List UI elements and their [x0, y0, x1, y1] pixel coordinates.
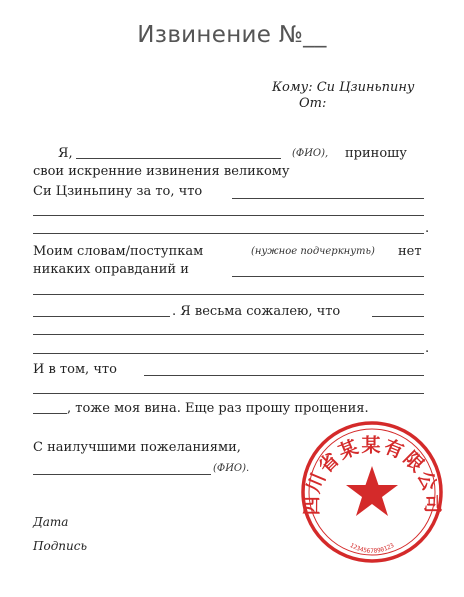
- fault-blank-line: [33, 413, 67, 414]
- sender-line: От:: [299, 96, 327, 111]
- period-mark: .: [425, 221, 430, 236]
- seal-number: 1234567890123: [348, 541, 396, 555]
- fault-blank-line: [144, 375, 424, 376]
- date-label: Дата: [33, 515, 69, 529]
- period-mark: .: [425, 341, 430, 356]
- excuse-blank-line: [232, 276, 424, 277]
- seal-ring-text: 四川省某某有限公司: [300, 434, 444, 516]
- no-excuses-text: никаких оправданий и: [33, 262, 189, 277]
- underline-hint: (нужное подчеркнуть): [251, 246, 375, 257]
- reason-blank-line: [33, 215, 424, 216]
- words-deeds-text: Моим словам/поступкам: [33, 244, 204, 259]
- signature-name-line: [33, 474, 211, 475]
- my-fault-text: , тоже моя вина. Еще раз прошу прощения.: [67, 401, 369, 416]
- regret-blank-line: [33, 353, 424, 354]
- regret-blank-line: [33, 316, 170, 317]
- regret-blank-line: [33, 334, 424, 335]
- seal-star-icon: [346, 466, 398, 516]
- and-that-text: И в том, что: [33, 362, 117, 377]
- bring-word: приношу: [345, 146, 407, 161]
- company-seal-stamp: [300, 420, 444, 564]
- fault-blank-line: [33, 393, 424, 394]
- regret-blank-line: [372, 316, 424, 317]
- regret-text: . Я весьма сожалею, что: [172, 304, 341, 319]
- closing-wishes: С наилучшими пожеланиями,: [33, 440, 241, 455]
- net-word: нет: [398, 244, 422, 259]
- reason-blank-line: [33, 233, 424, 234]
- fio-hint: (ФИО),: [292, 148, 329, 159]
- name-blank-line: [76, 158, 281, 159]
- recipient-line: Кому: Си Цзиньпину: [272, 80, 415, 95]
- reason-blank-line: [232, 198, 424, 199]
- ya-label: Я,: [58, 146, 73, 161]
- excuse-blank-line: [33, 294, 424, 295]
- signature-label: Подпись: [33, 539, 88, 553]
- closing-fio-hint: (ФИО).: [213, 463, 250, 474]
- apology-text-line-3: Си Цзиньпину за то, что: [33, 184, 203, 199]
- apology-text-line-2: свои искренние извинения великому: [33, 164, 290, 179]
- document-title: Извинение №__: [137, 22, 327, 48]
